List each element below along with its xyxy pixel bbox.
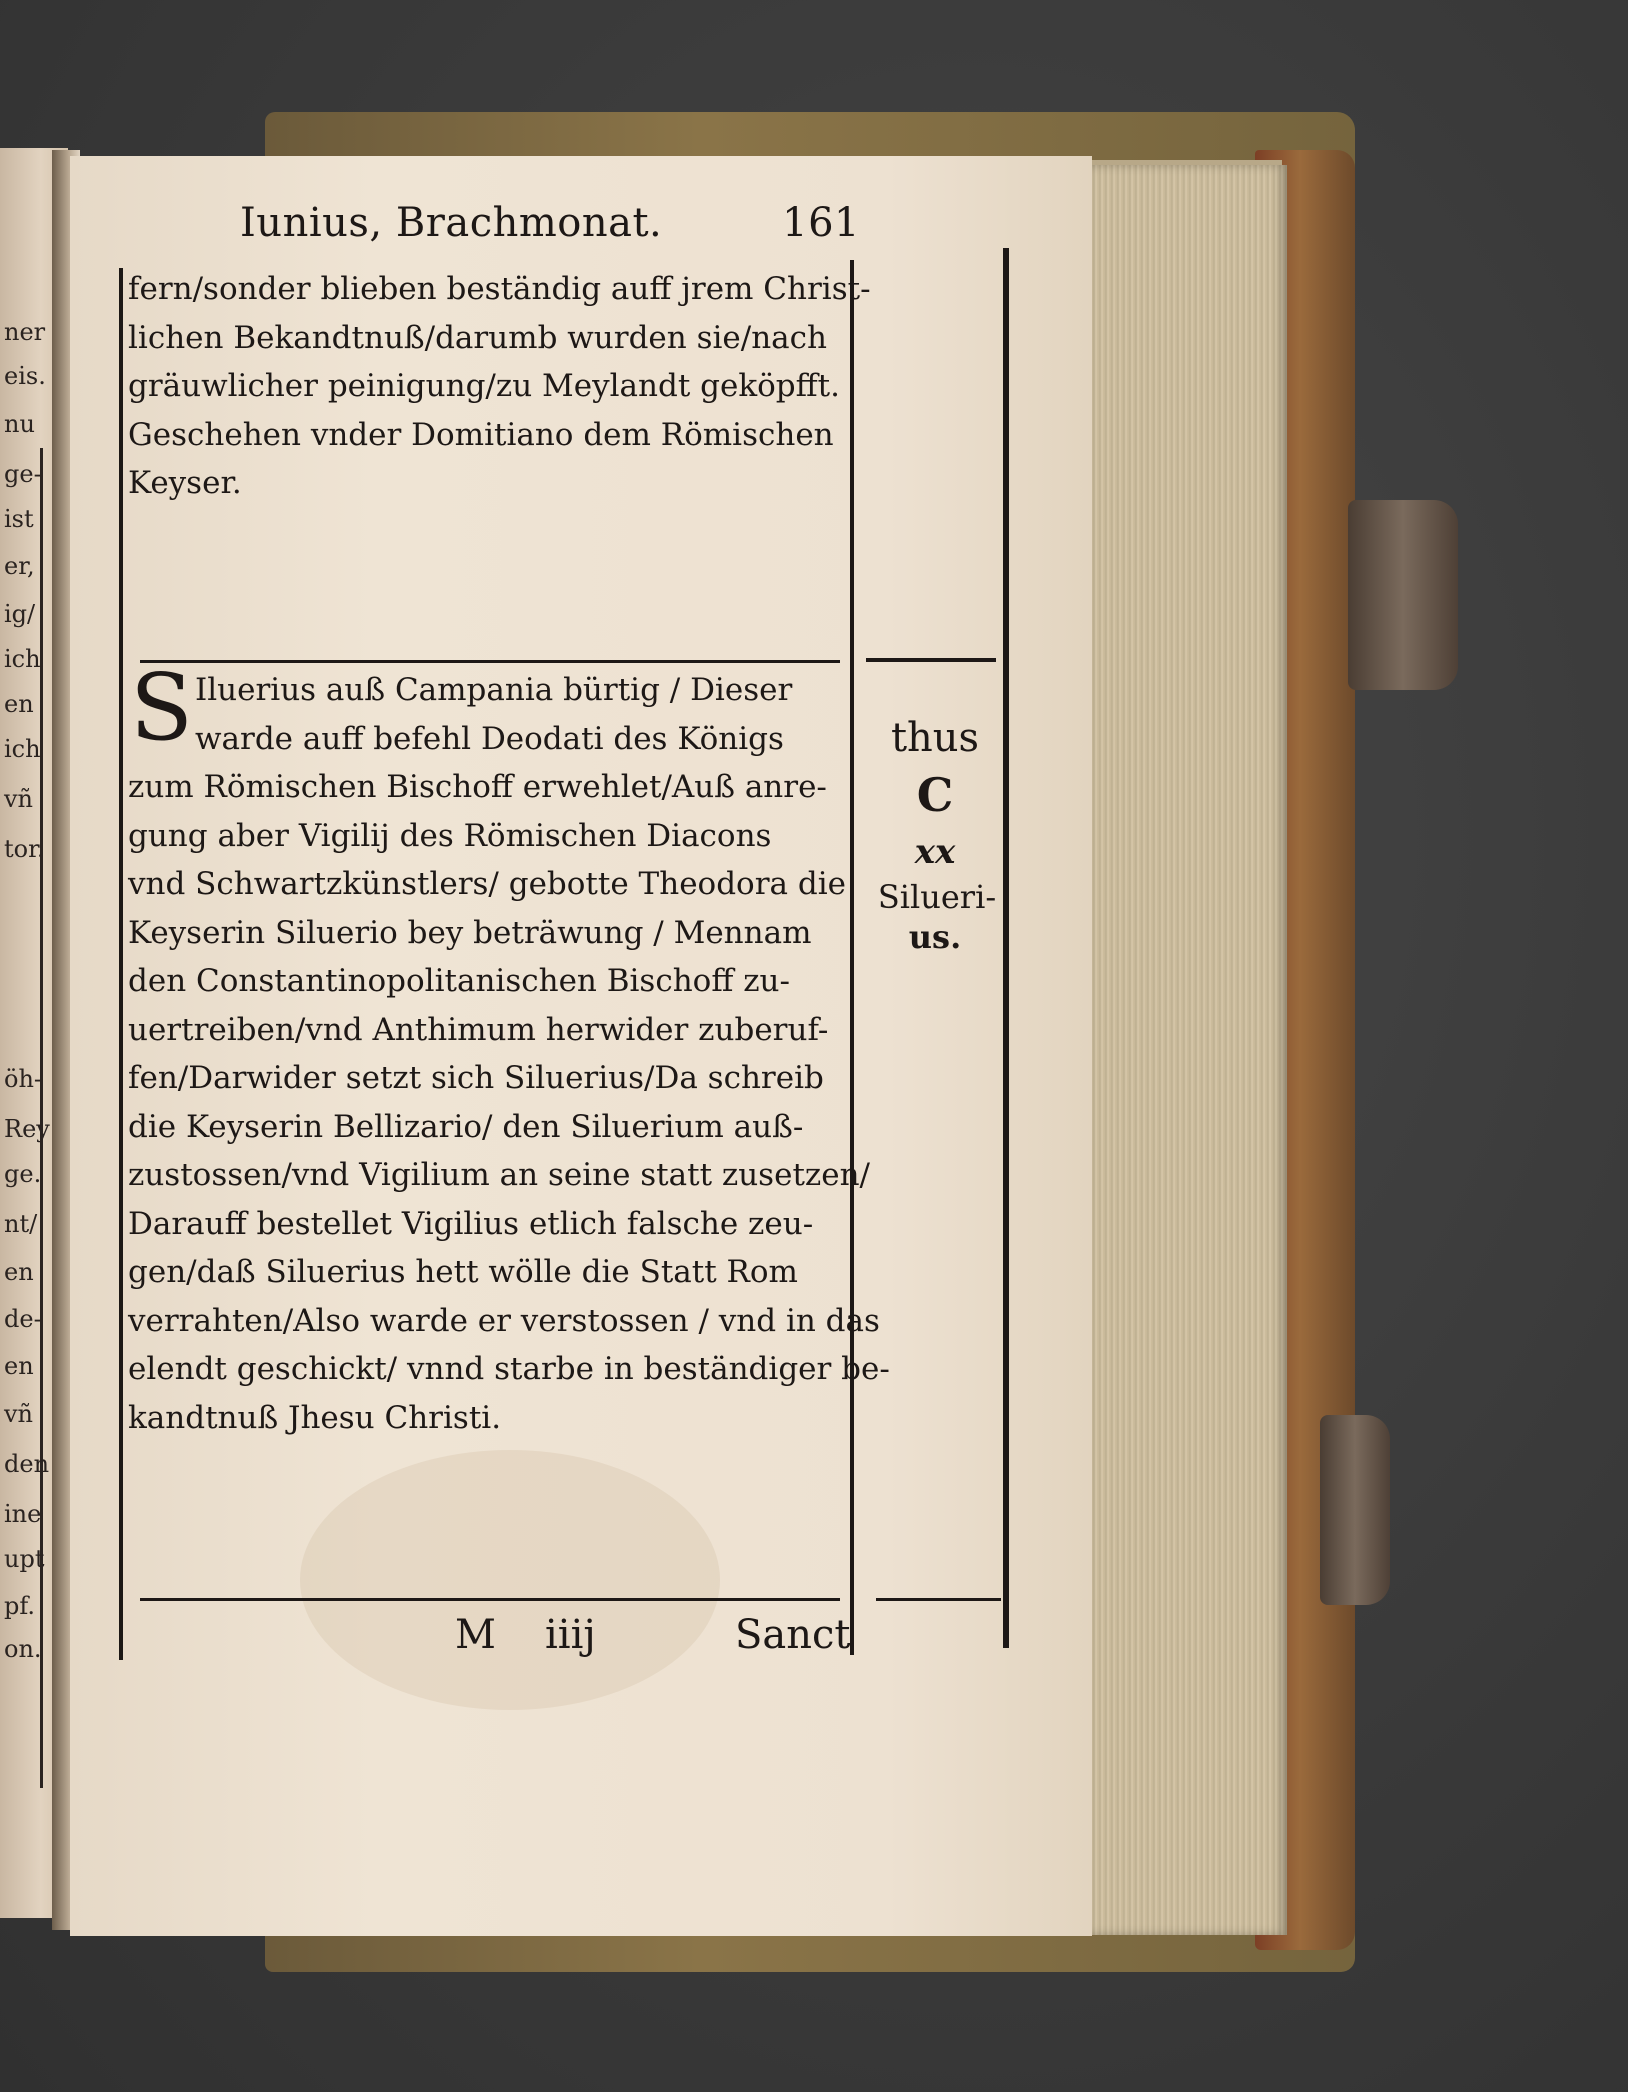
- left-page-fragment: nt/: [4, 1210, 38, 1238]
- text-line: Keyser.: [128, 465, 242, 501]
- margin-note-letter: C: [916, 768, 954, 822]
- text-line: elendt geschickt/ vnnd starbe in beständiger be-: [128, 1351, 890, 1387]
- text-line: Geschehen vnder Domitiano dem Römischen: [128, 416, 834, 453]
- text-line: die Keyserin Bellizario/ den Siluerium auß-: [128, 1108, 804, 1145]
- left-page-fragment: ist: [4, 505, 34, 533]
- text-line: gräuwlicher peinigung/zu Meylandt geköpfft.: [128, 368, 840, 404]
- left-page-fragment: on.: [4, 1635, 42, 1663]
- clasp-upper-icon: [1348, 500, 1458, 690]
- left-page-fragment: upt: [4, 1545, 45, 1573]
- left-page-fragment: ich: [4, 645, 41, 673]
- left-page-fragment: vñ: [4, 785, 34, 813]
- left-page-fragment: en: [4, 1352, 34, 1380]
- page-edges: [1092, 165, 1287, 1935]
- outer-frame-rule: [1003, 248, 1009, 1648]
- text-line: uertreiben/vnd Anthimum herwider zuberuf-: [128, 1011, 829, 1048]
- left-page-fragment: ig/: [4, 600, 36, 628]
- left-frame-rule: [119, 268, 123, 1660]
- text-line: den Constantinopolitanischen Bischoff zu-: [128, 963, 790, 999]
- left-page-fragment: ner: [4, 318, 46, 346]
- folio-number: 161: [782, 200, 860, 246]
- left-page-fragment: Rey: [4, 1115, 50, 1143]
- second-section-first-lines: [195, 666, 792, 763]
- text-line: gen/daß Siluerius hett wölle die Statt Rom: [128, 1254, 798, 1290]
- text-line: warde auff befehl Deodati des Königs: [195, 720, 784, 757]
- left-page-fragment: tor.: [4, 835, 45, 863]
- left-page-fragment: pf.: [4, 1592, 36, 1620]
- section-divider-rule: [140, 660, 840, 663]
- text-line: fen/Darwider setzt sich Siluerius/Da schreib: [128, 1060, 824, 1096]
- text-line: zustossen/vnd Vigilium an seine statt zusetzen/: [128, 1157, 870, 1193]
- running-title: Iunius, Brachmonat.: [240, 200, 663, 246]
- text-line: verrahten/Also warde er verstossen / vnd in das: [128, 1302, 880, 1339]
- left-page-fragment: nu: [4, 410, 35, 438]
- signature-mark: M: [455, 1612, 496, 1658]
- signature-number: iiij: [545, 1612, 596, 1658]
- left-page-fragment: ge.: [4, 1160, 42, 1188]
- left-page-fragment: den: [4, 1450, 50, 1478]
- left-page-fragment: er,: [4, 552, 35, 580]
- text-line: zum Römischen Bischoff erwehlet/Auß anre-: [128, 769, 827, 805]
- first-section-text: [128, 265, 871, 508]
- paper-stain: [300, 1450, 720, 1710]
- text-line: Darauff bestellet Vigilius etlich falsche zeu-: [128, 1205, 814, 1242]
- left-page-fragment: vñ: [4, 1400, 34, 1428]
- left-page-fragment: ich: [4, 735, 41, 763]
- margin-divider-rule: [866, 658, 996, 662]
- text-line: gung aber Vigilij des Römischen Diacons: [128, 817, 772, 854]
- margin-note-number: xx: [914, 832, 956, 872]
- text-line: lichen Bekandtnuß/darumb wurden sie/nach: [128, 319, 827, 356]
- left-page-fragment: de-: [4, 1305, 42, 1333]
- margin-note-name-end: us.: [908, 918, 962, 956]
- clasp-lower-icon: [1320, 1415, 1390, 1605]
- text-line: fern/sonder blieben beständig auff jrem Christ-: [128, 271, 871, 307]
- left-page-fragment: eis.: [4, 362, 46, 390]
- text-line: vnd Schwartzkünstlers/ gebotte Theodora die: [128, 866, 846, 902]
- margin-bottom-rule: [876, 1598, 1001, 1601]
- margin-note-thus: thus: [890, 715, 980, 761]
- left-page-fragment: öh-: [4, 1065, 43, 1093]
- running-header: [240, 200, 860, 260]
- left-page-fragment: ine: [4, 1500, 42, 1528]
- margin-note-name: Silueri-: [877, 878, 997, 916]
- left-page-fragment: en: [4, 1258, 34, 1286]
- left-page-fragment: ge-: [4, 460, 42, 488]
- drop-cap-initial: S: [130, 654, 194, 761]
- second-section-text: [128, 763, 890, 1442]
- catchword: Sanct: [735, 1612, 851, 1658]
- left-page-fragment: en: [4, 690, 34, 718]
- text-line: Iluerius auß Campania bürtig / Dieser: [195, 672, 793, 708]
- text-line: kandtnuß Jhesu Christi.: [128, 1399, 502, 1436]
- text-line: Keyserin Siluerio bey beträwung / Mennam: [128, 914, 812, 951]
- bottom-frame-rule: [140, 1598, 840, 1601]
